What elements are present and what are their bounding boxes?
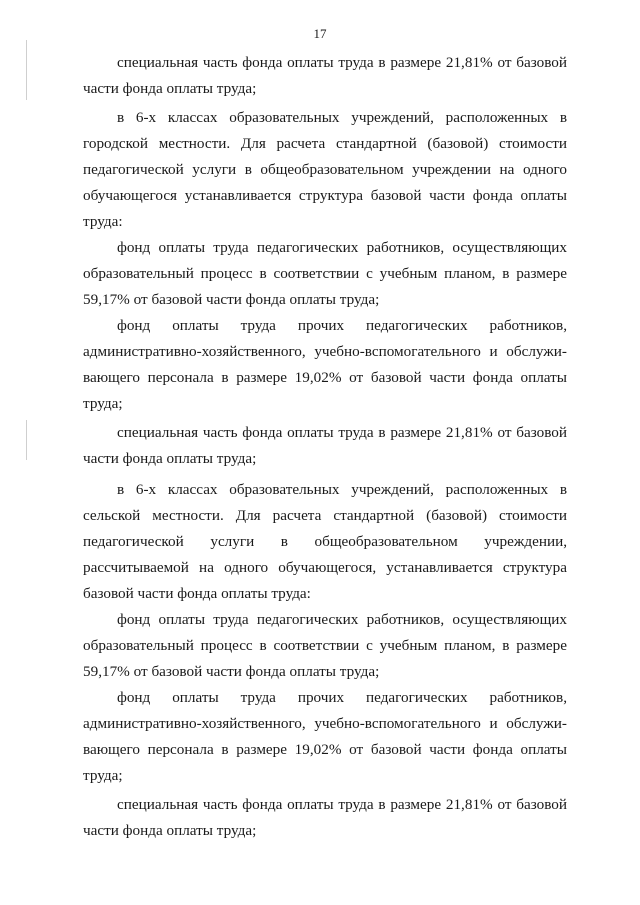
scan-edge-mark — [26, 40, 27, 100]
text-line: труда; — [83, 767, 123, 784]
text-line: фонд оплаты труда педагогических работников, осуществляющих — [117, 611, 567, 628]
text-line: фонд оплаты труда педагогических работников, осуществляющих — [117, 239, 567, 256]
text-line: педагогической услуги в общеобразовательном учреждении на одного — [83, 161, 567, 178]
paragraph — [83, 105, 567, 235]
text-line: образовательный процесс в соответствии с учебным планом, в размере — [83, 637, 567, 654]
text-line: части фонда оплаты труда; — [83, 822, 257, 839]
text-line: части фонда оплаты труда; — [83, 80, 257, 97]
text-line: специальная часть фонда оплаты труда в размере 21,81% от базовой — [117, 54, 567, 71]
paragraph — [83, 50, 567, 102]
text-line: специальная часть фонда оплаты труда в размере 21,81% от базовой — [117, 424, 567, 441]
text-line: труда; — [83, 395, 123, 412]
text-line: 59,17% от базовой части фонда оплаты труда; — [83, 663, 380, 680]
text-line: труда: — [83, 213, 123, 230]
text-line: вающего персонала в размере 19,02% от базовой части фонда оплаты — [83, 369, 567, 386]
text-line: 59,17% от базовой части фонда оплаты труда; — [83, 291, 380, 308]
text-line: фонд оплаты труда прочих педагогических работников, — [117, 317, 567, 334]
page-number: 17 — [313, 26, 327, 41]
scan-edge-mark — [26, 420, 27, 460]
text-line: обучающегося устанавливается структура базовой части фонда оплаты — [83, 187, 567, 204]
text-line: городской местности. Для расчета стандартной (базовой) стоимости — [83, 135, 567, 152]
text-line: рассчитываемой на одного обучающегося, устанавливается структура — [83, 559, 567, 576]
text-line: педагогической услуги в общеобразовательном учреждении, — [83, 533, 567, 550]
paragraph — [83, 607, 567, 685]
text-line: базовой части фонда оплаты труда: — [83, 585, 311, 602]
text-line: образовательный процесс в соответствии с учебным планом, в размере — [83, 265, 567, 282]
text-line: части фонда оплаты труда; — [83, 450, 257, 467]
paragraph — [83, 235, 567, 313]
text-line: административно-хозяйственного, учебно-вспомогательного и обслужи- — [83, 343, 567, 360]
text-line: административно-хозяйственного, учебно-вспомогательного и обслужи- — [83, 715, 567, 732]
paragraph — [83, 420, 567, 472]
text-line: в 6-х классах образовательных учреждений, расположенных в — [117, 481, 567, 498]
paragraph — [83, 792, 567, 844]
text-line: в 6-х классах образовательных учреждений, расположенных в — [117, 109, 567, 126]
text-line: сельской местности. Для расчета стандартной (базовой) стоимости — [83, 507, 567, 524]
paragraph — [83, 477, 567, 607]
text-line: специальная часть фонда оплаты труда в размере 21,81% от базовой — [117, 796, 567, 813]
text-line: фонд оплаты труда прочих педагогических работников, — [117, 689, 567, 706]
paragraph — [83, 313, 567, 417]
paragraph — [83, 685, 567, 789]
text-line: вающего персонала в размере 19,02% от базовой части фонда оплаты — [83, 741, 567, 758]
